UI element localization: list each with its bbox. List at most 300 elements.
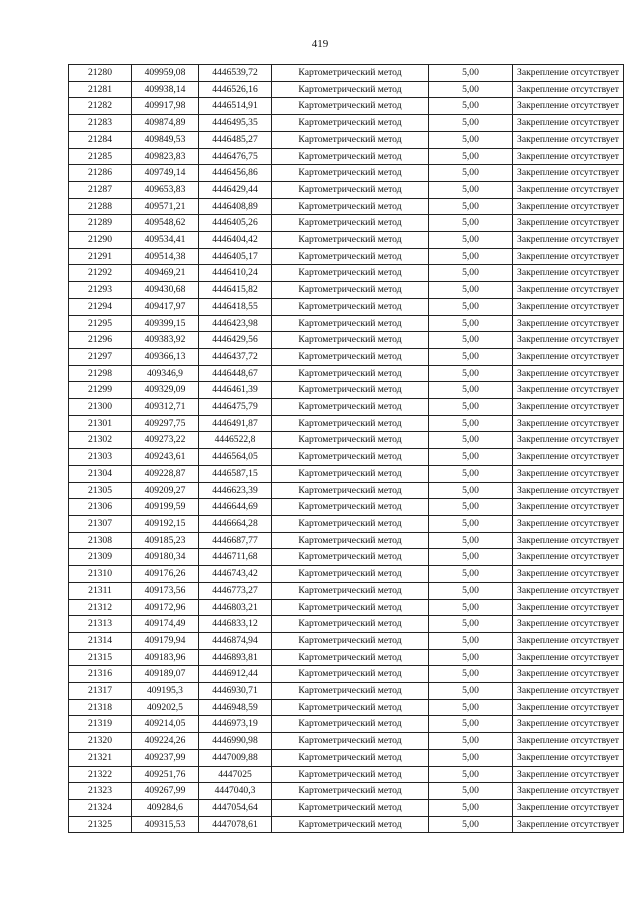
x-coordinate-cell: 409189,07 bbox=[132, 666, 199, 683]
accuracy-cell: 5,00 bbox=[429, 265, 513, 282]
y-coordinate-cell: 4446930,71 bbox=[199, 683, 272, 700]
method-cell: Картометрический метод bbox=[272, 632, 429, 649]
y-coordinate-cell: 4446429,44 bbox=[199, 181, 272, 198]
accuracy-cell: 5,00 bbox=[429, 582, 513, 599]
x-coordinate-cell: 409199,59 bbox=[132, 499, 199, 516]
fixation-cell: Закрепление отсутствует bbox=[513, 232, 624, 249]
point-number-cell: 21280 bbox=[69, 65, 132, 82]
y-coordinate-cell: 4446893,81 bbox=[199, 649, 272, 666]
fixation-cell: Закрепление отсутствует bbox=[513, 131, 624, 148]
y-coordinate-cell: 4446415,82 bbox=[199, 282, 272, 299]
point-number-cell: 21289 bbox=[69, 215, 132, 232]
point-number-cell: 21323 bbox=[69, 783, 132, 800]
fixation-cell: Закрепление отсутствует bbox=[513, 81, 624, 98]
table-row bbox=[69, 165, 624, 182]
table-row bbox=[69, 482, 624, 499]
y-coordinate-cell: 4447040,3 bbox=[199, 783, 272, 800]
fixation-cell: Закрепление отсутствует bbox=[513, 332, 624, 349]
x-coordinate-cell: 409237,99 bbox=[132, 749, 199, 766]
point-number-cell: 21316 bbox=[69, 666, 132, 683]
fixation-cell: Закрепление отсутствует bbox=[513, 783, 624, 800]
y-coordinate-cell: 4446687,77 bbox=[199, 532, 272, 549]
fixation-cell: Закрепление отсутствует bbox=[513, 499, 624, 516]
fixation-cell: Закрепление отсутствует bbox=[513, 749, 624, 766]
method-cell: Картометрический метод bbox=[272, 515, 429, 532]
x-coordinate-cell: 409849,53 bbox=[132, 131, 199, 148]
accuracy-cell: 5,00 bbox=[429, 783, 513, 800]
y-coordinate-cell: 4446404,42 bbox=[199, 232, 272, 249]
method-cell: Картометрический метод bbox=[272, 298, 429, 315]
method-cell: Картометрический метод bbox=[272, 232, 429, 249]
method-cell: Картометрический метод bbox=[272, 98, 429, 115]
fixation-cell: Закрепление отсутствует bbox=[513, 365, 624, 382]
fixation-cell: Закрепление отсутствует bbox=[513, 248, 624, 265]
fixation-cell: Закрепление отсутствует bbox=[513, 399, 624, 416]
method-cell: Картометрический метод bbox=[272, 683, 429, 700]
fixation-cell: Закрепление отсутствует bbox=[513, 632, 624, 649]
point-number-cell: 21320 bbox=[69, 733, 132, 750]
y-coordinate-cell: 4446803,21 bbox=[199, 599, 272, 616]
accuracy-cell: 5,00 bbox=[429, 98, 513, 115]
point-number-cell: 21286 bbox=[69, 165, 132, 182]
accuracy-cell: 5,00 bbox=[429, 515, 513, 532]
accuracy-cell: 5,00 bbox=[429, 415, 513, 432]
fixation-cell: Закрепление отсутствует bbox=[513, 582, 624, 599]
accuracy-cell: 5,00 bbox=[429, 449, 513, 466]
fixation-cell: Закрепление отсутствует bbox=[513, 699, 624, 716]
table-row bbox=[69, 282, 624, 299]
table-row bbox=[69, 766, 624, 783]
accuracy-cell: 5,00 bbox=[429, 248, 513, 265]
table-row bbox=[69, 449, 624, 466]
y-coordinate-cell: 4446495,35 bbox=[199, 115, 272, 132]
fixation-cell: Закрепление отсутствует bbox=[513, 799, 624, 816]
table-row bbox=[69, 799, 624, 816]
table-row bbox=[69, 98, 624, 115]
y-coordinate-cell: 4446405,17 bbox=[199, 248, 272, 265]
point-number-cell: 21318 bbox=[69, 699, 132, 716]
point-number-cell: 21325 bbox=[69, 816, 132, 833]
x-coordinate-cell: 409469,21 bbox=[132, 265, 199, 282]
accuracy-cell: 5,00 bbox=[429, 649, 513, 666]
table-row bbox=[69, 148, 624, 165]
accuracy-cell: 5,00 bbox=[429, 733, 513, 750]
fixation-cell: Закрепление отсутствует bbox=[513, 649, 624, 666]
x-coordinate-cell: 409297,75 bbox=[132, 415, 199, 432]
point-number-cell: 21282 bbox=[69, 98, 132, 115]
method-cell: Картометрический метод bbox=[272, 248, 429, 265]
y-coordinate-cell: 4447078,61 bbox=[199, 816, 272, 833]
x-coordinate-cell: 409430,68 bbox=[132, 282, 199, 299]
x-coordinate-cell: 409243,61 bbox=[132, 449, 199, 466]
table-row bbox=[69, 348, 624, 365]
y-coordinate-cell: 4446623,39 bbox=[199, 482, 272, 499]
y-coordinate-cell: 4446410,24 bbox=[199, 265, 272, 282]
point-number-cell: 21302 bbox=[69, 432, 132, 449]
x-coordinate-cell: 409312,71 bbox=[132, 399, 199, 416]
fixation-cell: Закрепление отсутствует bbox=[513, 348, 624, 365]
table-row bbox=[69, 783, 624, 800]
x-coordinate-cell: 409874,89 bbox=[132, 115, 199, 132]
y-coordinate-cell: 4446491,87 bbox=[199, 415, 272, 432]
y-coordinate-cell: 4447009,88 bbox=[199, 749, 272, 766]
method-cell: Картометрический метод bbox=[272, 599, 429, 616]
method-cell: Картометрический метод bbox=[272, 666, 429, 683]
method-cell: Картометрический метод bbox=[272, 181, 429, 198]
point-number-cell: 21284 bbox=[69, 131, 132, 148]
method-cell: Картометрический метод bbox=[272, 749, 429, 766]
point-number-cell: 21303 bbox=[69, 449, 132, 466]
fixation-cell: Закрепление отсутствует bbox=[513, 165, 624, 182]
table-row bbox=[69, 616, 624, 633]
table-row bbox=[69, 749, 624, 766]
point-number-cell: 21294 bbox=[69, 298, 132, 315]
table-row bbox=[69, 649, 624, 666]
x-coordinate-cell: 409192,15 bbox=[132, 515, 199, 532]
table-row bbox=[69, 566, 624, 583]
x-coordinate-cell: 409273,22 bbox=[132, 432, 199, 449]
accuracy-cell: 5,00 bbox=[429, 165, 513, 182]
y-coordinate-cell: 4446587,15 bbox=[199, 465, 272, 482]
method-cell: Картометрический метод bbox=[272, 432, 429, 449]
point-number-cell: 21283 bbox=[69, 115, 132, 132]
y-coordinate-cell: 4447054,64 bbox=[199, 799, 272, 816]
y-coordinate-cell: 4446564,05 bbox=[199, 449, 272, 466]
x-coordinate-cell: 409653,83 bbox=[132, 181, 199, 198]
y-coordinate-cell: 4446912,44 bbox=[199, 666, 272, 683]
table-row bbox=[69, 198, 624, 215]
table-row bbox=[69, 399, 624, 416]
fixation-cell: Закрепление отсутствует bbox=[513, 98, 624, 115]
table-row bbox=[69, 215, 624, 232]
method-cell: Картометрический метод bbox=[272, 165, 429, 182]
method-cell: Картометрический метод bbox=[272, 616, 429, 633]
fixation-cell: Закрепление отсутствует bbox=[513, 382, 624, 399]
table-row bbox=[69, 115, 624, 132]
method-cell: Картометрический метод bbox=[272, 549, 429, 566]
x-coordinate-cell: 409195,3 bbox=[132, 683, 199, 700]
table-row bbox=[69, 532, 624, 549]
fixation-cell: Закрепление отсутствует bbox=[513, 482, 624, 499]
accuracy-cell: 5,00 bbox=[429, 348, 513, 365]
point-number-cell: 21307 bbox=[69, 515, 132, 532]
method-cell: Картометрический метод bbox=[272, 699, 429, 716]
table-row bbox=[69, 632, 624, 649]
x-coordinate-cell: 409917,98 bbox=[132, 98, 199, 115]
point-number-cell: 21298 bbox=[69, 365, 132, 382]
x-coordinate-cell: 409329,09 bbox=[132, 382, 199, 399]
y-coordinate-cell: 4446448,67 bbox=[199, 365, 272, 382]
accuracy-cell: 5,00 bbox=[429, 816, 513, 833]
table-row bbox=[69, 683, 624, 700]
accuracy-cell: 5,00 bbox=[429, 699, 513, 716]
accuracy-cell: 5,00 bbox=[429, 298, 513, 315]
y-coordinate-cell: 4446408,89 bbox=[199, 198, 272, 215]
point-number-cell: 21293 bbox=[69, 282, 132, 299]
table-row bbox=[69, 499, 624, 516]
table-row bbox=[69, 131, 624, 148]
fixation-cell: Закрепление отсутствует bbox=[513, 282, 624, 299]
table-row bbox=[69, 181, 624, 198]
x-coordinate-cell: 409173,56 bbox=[132, 582, 199, 599]
x-coordinate-cell: 409514,38 bbox=[132, 248, 199, 265]
coordinates-table bbox=[68, 64, 624, 833]
y-coordinate-cell: 4446743,42 bbox=[199, 566, 272, 583]
method-cell: Картометрический метод bbox=[272, 499, 429, 516]
page-number: 419 bbox=[311, 38, 329, 50]
fixation-cell: Закрепление отсутствует bbox=[513, 449, 624, 466]
point-number-cell: 21300 bbox=[69, 399, 132, 416]
fixation-cell: Закрепление отсутствует bbox=[513, 198, 624, 215]
table-row bbox=[69, 232, 624, 249]
point-number-cell: 21292 bbox=[69, 265, 132, 282]
fixation-cell: Закрепление отсутствует bbox=[513, 115, 624, 132]
y-coordinate-cell: 4446475,79 bbox=[199, 399, 272, 416]
method-cell: Картометрический метод bbox=[272, 649, 429, 666]
x-coordinate-cell: 409749,14 bbox=[132, 165, 199, 182]
fixation-cell: Закрепление отсутствует bbox=[513, 315, 624, 332]
accuracy-cell: 5,00 bbox=[429, 115, 513, 132]
y-coordinate-cell: 4446476,75 bbox=[199, 148, 272, 165]
y-coordinate-cell: 4446485,27 bbox=[199, 131, 272, 148]
point-number-cell: 21319 bbox=[69, 716, 132, 733]
method-cell: Картометрический метод bbox=[272, 816, 429, 833]
y-coordinate-cell: 4446664,28 bbox=[199, 515, 272, 532]
accuracy-cell: 5,00 bbox=[429, 332, 513, 349]
table-row bbox=[69, 265, 624, 282]
method-cell: Картометрический метод bbox=[272, 198, 429, 215]
point-number-cell: 21295 bbox=[69, 315, 132, 332]
table-row bbox=[69, 81, 624, 98]
y-coordinate-cell: 4446833,12 bbox=[199, 616, 272, 633]
table-row bbox=[69, 666, 624, 683]
fixation-cell: Закрепление отсутствует bbox=[513, 566, 624, 583]
accuracy-cell: 5,00 bbox=[429, 232, 513, 249]
point-number-cell: 21297 bbox=[69, 348, 132, 365]
y-coordinate-cell: 4446461,39 bbox=[199, 382, 272, 399]
method-cell: Картометрический метод bbox=[272, 582, 429, 599]
point-number-cell: 21312 bbox=[69, 599, 132, 616]
fixation-cell: Закрепление отсутствует bbox=[513, 599, 624, 616]
y-coordinate-cell: 4446429,56 bbox=[199, 332, 272, 349]
x-coordinate-cell: 409209,27 bbox=[132, 482, 199, 499]
x-coordinate-cell: 409383,92 bbox=[132, 332, 199, 349]
y-coordinate-cell: 4446948,59 bbox=[199, 699, 272, 716]
point-number-cell: 21290 bbox=[69, 232, 132, 249]
accuracy-cell: 5,00 bbox=[429, 148, 513, 165]
fixation-cell: Закрепление отсутствует bbox=[513, 465, 624, 482]
method-cell: Картометрический метод bbox=[272, 148, 429, 165]
fixation-cell: Закрепление отсутствует bbox=[513, 683, 624, 700]
fixation-cell: Закрепление отсутствует bbox=[513, 666, 624, 683]
y-coordinate-cell: 4446423,98 bbox=[199, 315, 272, 332]
x-coordinate-cell: 409185,23 bbox=[132, 532, 199, 549]
accuracy-cell: 5,00 bbox=[429, 282, 513, 299]
table-row bbox=[69, 465, 624, 482]
point-number-cell: 21315 bbox=[69, 649, 132, 666]
y-coordinate-cell: 4446405,26 bbox=[199, 215, 272, 232]
fixation-cell: Закрепление отсутствует bbox=[513, 298, 624, 315]
point-number-cell: 21324 bbox=[69, 799, 132, 816]
y-coordinate-cell: 4446711,68 bbox=[199, 549, 272, 566]
fixation-cell: Закрепление отсутствует bbox=[513, 65, 624, 82]
x-coordinate-cell: 409214,05 bbox=[132, 716, 199, 733]
x-coordinate-cell: 409183,96 bbox=[132, 649, 199, 666]
x-coordinate-cell: 409176,26 bbox=[132, 566, 199, 583]
table-row bbox=[69, 415, 624, 432]
y-coordinate-cell: 4446874,94 bbox=[199, 632, 272, 649]
x-coordinate-cell: 409202,5 bbox=[132, 699, 199, 716]
method-cell: Картометрический метод bbox=[272, 382, 429, 399]
method-cell: Картометрический метод bbox=[272, 65, 429, 82]
x-coordinate-cell: 409938,14 bbox=[132, 81, 199, 98]
accuracy-cell: 5,00 bbox=[429, 382, 513, 399]
x-coordinate-cell: 409174,49 bbox=[132, 616, 199, 633]
accuracy-cell: 5,00 bbox=[429, 632, 513, 649]
point-number-cell: 21317 bbox=[69, 683, 132, 700]
accuracy-cell: 5,00 bbox=[429, 215, 513, 232]
x-coordinate-cell: 409399,15 bbox=[132, 315, 199, 332]
table-row bbox=[69, 298, 624, 315]
y-coordinate-cell: 4446437,72 bbox=[199, 348, 272, 365]
y-coordinate-cell: 4446526,16 bbox=[199, 81, 272, 98]
accuracy-cell: 5,00 bbox=[429, 465, 513, 482]
x-coordinate-cell: 409179,94 bbox=[132, 632, 199, 649]
table-row bbox=[69, 549, 624, 566]
accuracy-cell: 5,00 bbox=[429, 482, 513, 499]
point-number-cell: 21296 bbox=[69, 332, 132, 349]
accuracy-cell: 5,00 bbox=[429, 749, 513, 766]
point-number-cell: 21304 bbox=[69, 465, 132, 482]
method-cell: Картометрический метод bbox=[272, 332, 429, 349]
method-cell: Картометрический метод bbox=[272, 399, 429, 416]
table-row bbox=[69, 582, 624, 599]
point-number-cell: 21287 bbox=[69, 181, 132, 198]
y-coordinate-cell: 4446644,69 bbox=[199, 499, 272, 516]
accuracy-cell: 5,00 bbox=[429, 566, 513, 583]
y-coordinate-cell: 4447025 bbox=[199, 766, 272, 783]
fixation-cell: Закрепление отсутствует bbox=[513, 265, 624, 282]
accuracy-cell: 5,00 bbox=[429, 181, 513, 198]
method-cell: Картометрический метод bbox=[272, 449, 429, 466]
method-cell: Картометрический метод bbox=[272, 733, 429, 750]
y-coordinate-cell: 4446418,55 bbox=[199, 298, 272, 315]
x-coordinate-cell: 409366,13 bbox=[132, 348, 199, 365]
accuracy-cell: 5,00 bbox=[429, 549, 513, 566]
method-cell: Картометрический метод bbox=[272, 766, 429, 783]
method-cell: Картометрический метод bbox=[272, 81, 429, 98]
y-coordinate-cell: 4446773,27 bbox=[199, 582, 272, 599]
point-number-cell: 21313 bbox=[69, 616, 132, 633]
point-number-cell: 21321 bbox=[69, 749, 132, 766]
point-number-cell: 21311 bbox=[69, 582, 132, 599]
accuracy-cell: 5,00 bbox=[429, 532, 513, 549]
fixation-cell: Закрепление отсутствует bbox=[513, 549, 624, 566]
method-cell: Картометрический метод bbox=[272, 215, 429, 232]
accuracy-cell: 5,00 bbox=[429, 716, 513, 733]
accuracy-cell: 5,00 bbox=[429, 198, 513, 215]
method-cell: Картометрический метод bbox=[272, 482, 429, 499]
x-coordinate-cell: 409180,34 bbox=[132, 549, 199, 566]
point-number-cell: 21322 bbox=[69, 766, 132, 783]
fixation-cell: Закрепление отсутствует bbox=[513, 816, 624, 833]
accuracy-cell: 5,00 bbox=[429, 365, 513, 382]
method-cell: Картометрический метод bbox=[272, 465, 429, 482]
table-row bbox=[69, 432, 624, 449]
point-number-cell: 21285 bbox=[69, 148, 132, 165]
table-row bbox=[69, 382, 624, 399]
point-number-cell: 21309 bbox=[69, 549, 132, 566]
fixation-cell: Закрепление отсутствует bbox=[513, 766, 624, 783]
point-number-cell: 21305 bbox=[69, 482, 132, 499]
accuracy-cell: 5,00 bbox=[429, 432, 513, 449]
point-number-cell: 21301 bbox=[69, 415, 132, 432]
accuracy-cell: 5,00 bbox=[429, 131, 513, 148]
table-row bbox=[69, 716, 624, 733]
y-coordinate-cell: 4446973,19 bbox=[199, 716, 272, 733]
x-coordinate-cell: 409959,08 bbox=[132, 65, 199, 82]
method-cell: Картометрический метод bbox=[272, 131, 429, 148]
method-cell: Картометрический метод bbox=[272, 716, 429, 733]
accuracy-cell: 5,00 bbox=[429, 599, 513, 616]
fixation-cell: Закрепление отсутствует bbox=[513, 515, 624, 532]
fixation-cell: Закрепление отсутствует bbox=[513, 215, 624, 232]
x-coordinate-cell: 409251,76 bbox=[132, 766, 199, 783]
table-row bbox=[69, 248, 624, 265]
method-cell: Картометрический метод bbox=[272, 365, 429, 382]
x-coordinate-cell: 409228,87 bbox=[132, 465, 199, 482]
accuracy-cell: 5,00 bbox=[429, 65, 513, 82]
method-cell: Картометрический метод bbox=[272, 783, 429, 800]
accuracy-cell: 5,00 bbox=[429, 499, 513, 516]
fixation-cell: Закрепление отсутствует bbox=[513, 181, 624, 198]
table-row bbox=[69, 733, 624, 750]
method-cell: Картометрический метод bbox=[272, 265, 429, 282]
accuracy-cell: 5,00 bbox=[429, 315, 513, 332]
fixation-cell: Закрепление отсутствует bbox=[513, 716, 624, 733]
accuracy-cell: 5,00 bbox=[429, 799, 513, 816]
fixation-cell: Закрепление отсутствует bbox=[513, 415, 624, 432]
x-coordinate-cell: 409315,53 bbox=[132, 816, 199, 833]
x-coordinate-cell: 409571,21 bbox=[132, 198, 199, 215]
method-cell: Картометрический метод bbox=[272, 115, 429, 132]
x-coordinate-cell: 409823,83 bbox=[132, 148, 199, 165]
table-row bbox=[69, 332, 624, 349]
method-cell: Картометрический метод bbox=[272, 348, 429, 365]
table-row bbox=[69, 699, 624, 716]
y-coordinate-cell: 4446990,98 bbox=[199, 733, 272, 750]
method-cell: Картометрический метод bbox=[272, 532, 429, 549]
point-number-cell: 21288 bbox=[69, 198, 132, 215]
point-number-cell: 21314 bbox=[69, 632, 132, 649]
table-row bbox=[69, 515, 624, 532]
x-coordinate-cell: 409346,9 bbox=[132, 365, 199, 382]
y-coordinate-cell: 4446456,86 bbox=[199, 165, 272, 182]
method-cell: Картометрический метод bbox=[272, 282, 429, 299]
x-coordinate-cell: 409224,26 bbox=[132, 733, 199, 750]
table-row bbox=[69, 599, 624, 616]
accuracy-cell: 5,00 bbox=[429, 683, 513, 700]
method-cell: Картометрический метод bbox=[272, 566, 429, 583]
fixation-cell: Закрепление отсутствует bbox=[513, 616, 624, 633]
x-coordinate-cell: 409417,97 bbox=[132, 298, 199, 315]
table-row bbox=[69, 65, 624, 82]
x-coordinate-cell: 409284,6 bbox=[132, 799, 199, 816]
y-coordinate-cell: 4446539,72 bbox=[199, 65, 272, 82]
fixation-cell: Закрепление отсутствует bbox=[513, 532, 624, 549]
method-cell: Картометрический метод bbox=[272, 799, 429, 816]
x-coordinate-cell: 409267,99 bbox=[132, 783, 199, 800]
